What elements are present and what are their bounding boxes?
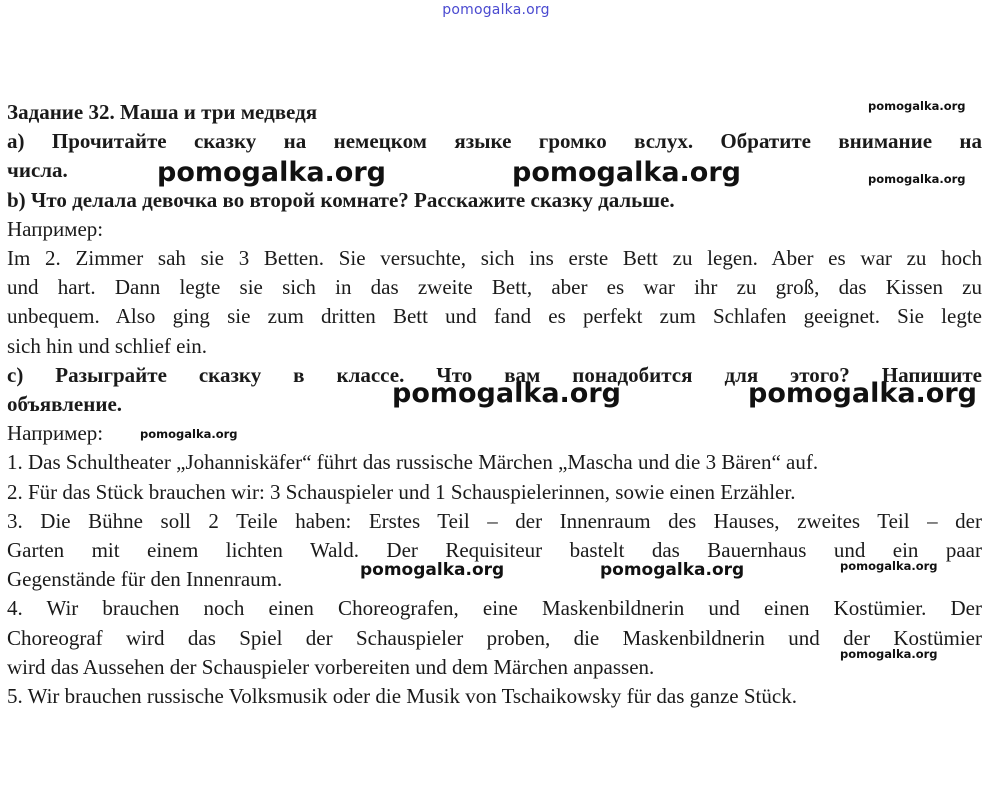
watermark: pomogalka.org <box>840 559 938 573</box>
watermark: pomogalka.org <box>748 378 977 409</box>
watermark: pomogalka.org <box>392 378 621 409</box>
story-line-2: und hart. Dann legte sie sich in das zweite Bett, aber es war ihr zu groß, das Kissen zu <box>7 275 982 300</box>
watermark: pomogalka.org <box>600 560 745 580</box>
part-a-line-1: a) Прочитайте сказку на немецком языке громко вслух. Обратите внимание на <box>7 129 982 154</box>
part-a-line-2: числа. <box>7 158 68 183</box>
announcement-item-5: 5. Wir brauchen russische Volksmusik oder die Musik von Tschaikowsky für das ganze Stück. <box>7 684 797 709</box>
watermark: pomogalka.org <box>157 157 386 188</box>
announcement-item-4-line-3: wird das Aussehen der Schauspieler vorbereiten und dem Märchen anpassen. <box>7 654 655 679</box>
example-label: Например: <box>7 421 104 446</box>
watermark: pomogalka.org <box>868 172 966 186</box>
story-line-4: sich hin und schlief ein. <box>7 333 208 358</box>
header-watermark: pomogalka.org <box>442 2 550 18</box>
example-label: Например: <box>7 216 104 241</box>
story-line-3: unbequem. Also ging sie zum dritten Bett und fand es perfekt zum Schlafen geeignet. Sie legte <box>7 304 982 329</box>
announcement-item-3-line-1: 3. Die Bühne soll 2 Teile haben: Erstes Teil – der Innenraum des Hauses, zweites Teil – der <box>7 508 982 533</box>
watermark: pomogalka.org <box>840 647 938 661</box>
watermark: pomogalka.org <box>360 560 505 580</box>
announcement-item-4-line-2: Choreograf wird das Spiel der Schauspieler proben, die Maskenbildnerin und der Kostümier <box>7 625 982 650</box>
announcement-item-2: 2. Für das Stück brauchen wir: 3 Schauspieler und 1 Schauspielerinnen, sowie einen Erzähler. <box>7 479 796 504</box>
announcement-item-3-line-3: Gegenstände für den Innenraum. <box>7 567 283 592</box>
task-document <box>7 98 982 711</box>
watermark: pomogalka.org <box>140 427 238 441</box>
announcement-item-4-line-1: 4. Wir brauchen noch einen Choreografen, eine Maskenbildnerin und einen Kostümier. Der <box>7 596 982 621</box>
part-b-instruction: b) Что делала девочка во второй комнате? Расскажите сказку дальше. <box>7 187 675 212</box>
announcement-item-3-line-2: Garten mit einem lichten Wald. Der Requisiteur bastelt das Bauernhaus und ein paar <box>7 538 982 563</box>
watermark: pomogalka.org <box>868 99 966 113</box>
task-title: Задание 32. Маша и три медведя <box>7 100 318 124</box>
part-c-line-2: объявление. <box>7 392 123 417</box>
announcement-item-1: 1. Das Schultheater „Johanniskäfer“ führt das russische Märchen „Mascha und die 3 Bären“ auf. <box>7 450 819 475</box>
watermark: pomogalka.org <box>512 157 741 188</box>
part-c-line-1: c) Разыграйте сказку в классе. Что вам понадобится для этого? Напишите <box>7 362 982 387</box>
story-line-1: Im 2. Zimmer sah sie 3 Betten. Sie versuchte, sich ins erste Bett zu legen. Aber es war zu hoch <box>7 246 982 271</box>
